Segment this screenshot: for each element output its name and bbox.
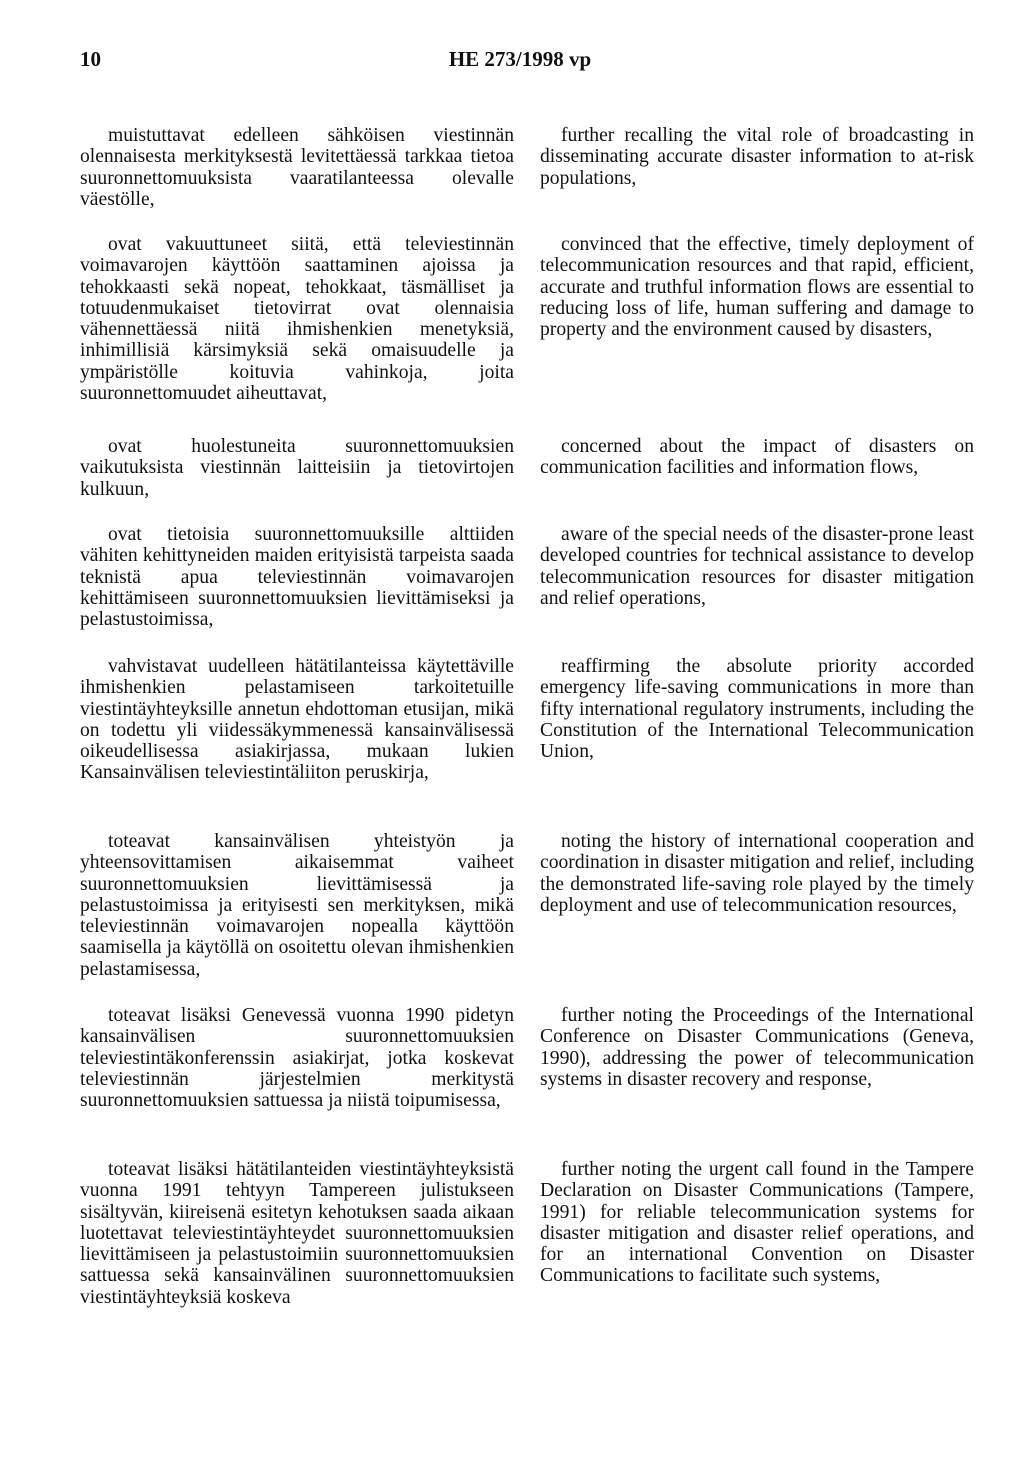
english-column — [540, 656, 974, 762]
english-paragraph: further noting the Proceedings of the International Conference on Disaster Communications (Geneva, 1990), addressing the power of telecommunication systems in disaster recovery and response, — [540, 1005, 974, 1090]
page-number: 10 — [80, 47, 101, 71]
finnish-paragraph: toteavat lisäksi hätätilanteiden viestintäyhteyksistä vuonna 1991 tehtyyn Tampereen julistukseen sisältyvän, kiireisenä esitetyn kehotuksen saada aikaan luotettavat televiestintäyhteydet suuronnettomuuksien lievittämiseen ja pelastustoimiin suuronnettomuuksien sattuessa sekä kansainvälinen suuronnettomuuksien viestintäyhteyksiä koskeva — [80, 1159, 514, 1308]
page-header — [80, 47, 960, 77]
english-column — [540, 831, 974, 916]
english-paragraph: further recalling the vital role of broadcasting in disseminating accurate disaster information to at-risk populations, — [540, 125, 974, 189]
english-column — [540, 125, 974, 189]
english-paragraph: aware of the special needs of the disaster-prone least developed countries for technical assistance to develop telecommunication resources for disaster mitigation and relief operations, — [540, 524, 974, 609]
english-column — [540, 234, 974, 340]
finnish-paragraph: toteavat kansainvälisen yhteistyön ja yhteensovittamisen aikaisemmat vaiheet suuronnettomuuksien lievittämisessä ja pelastustoimissa ja erityisesti sen merkityksen, mikä televiestinnän voimavarojen nopealla käyttöön saamisella ja käytöllä on osoitettu olevan ihmishenkien pelastamisessa, — [80, 831, 514, 980]
english-paragraph: reaffirming the absolute priority accorded emergency life-saving communications in more than fifty international regulatory instruments, including the Constitution of the International Telecommunication Union, — [540, 656, 974, 763]
finnish-paragraph: toteavat lisäksi Genevessä vuonna 1990 pidetyn kansainvälisen suuronnettomuuksien televiestintäkonferenssin asiakirjat, jotka koskevat televiestinnän järjestelmien merkitystä suuronnettomuuksien sattuessa ja niistä toipumisessa, — [80, 1005, 514, 1112]
english-paragraph: further noting the urgent call found in the Tampere Declaration on Disaster Communications (Tampere, 1991) for reliable telecommunication systems for disaster mitigation and disaster relief operations, and for an international Convention on Disaster Communications to facilitate such systems, — [540, 1159, 974, 1287]
finnish-column — [80, 436, 514, 500]
english-paragraph: noting the history of international cooperation and coordination in disaster mitigation and relief, including the demonstrated life-saving role played by the timely deployment and use of telecommunication resources, — [540, 831, 974, 916]
document-reference: HE 273/1998 vp — [448, 47, 592, 71]
finnish-paragraph: vahvistavat uudelleen hätätilanteissa käytettäville ihmishenkien pelastamiseen tarkoitetuille viestintäyhteyksille annetun ehdottoman etusijan, mikä on todettu yli viidessäkymmenessä kansainvälisessä oikeudellisessa asiakirjassa, mukaan lukien Kansainvälisen televiestintäliiton peruskirja, — [80, 656, 514, 784]
finnish-column — [80, 1005, 514, 1111]
finnish-column — [80, 524, 514, 630]
english-column — [540, 1159, 974, 1287]
finnish-column — [80, 656, 514, 784]
finnish-paragraph: ovat vakuuttuneet siitä, että televiestinnän voimavarojen käyttöön saattaminen ajoissa ja tehokkaasti sekä nopeat, tehokkaat, täsmälliset ja totuudenmukaiset tietovirrat ovat olennaisia vähennettäessä niitä ihmishenkien menetyksiä, inhimillisiä kärsimyksiä sekä omaisuudelle ja ympäristölle koituvia vahinkoja, joita suuronnettomuudet aiheuttavat, — [80, 234, 514, 405]
english-column — [540, 524, 974, 609]
finnish-paragraph: ovat tietoisia suuronnettomuuksille alttiiden vähiten kehittyneiden maiden erityisistä tarpeista saada teknistä apua televiestinnän voimavarojen kehittämiseen suuronnettomuuksien lievittämiseksi ja pelastustoimissa, — [80, 524, 514, 631]
english-paragraph: concerned about the impact of disasters on communication facilities and information flows, — [540, 436, 974, 479]
finnish-column — [80, 234, 514, 404]
finnish-paragraph: ovat huolestuneita suuronnettomuuksien vaikutuksista viestinnän laitteisiin ja tietovirtojen kulkuun, — [80, 436, 514, 500]
english-paragraph: convinced that the effective, timely deployment of telecommunication resources and that rapid, efficient, accurate and truthful information flows are essential to reducing loss of life, human suffering and damage to property and the environment caused by disasters, — [540, 234, 974, 341]
finnish-column — [80, 1159, 514, 1308]
finnish-column — [80, 831, 514, 980]
english-column — [540, 1005, 974, 1090]
english-column — [540, 436, 974, 479]
finnish-column — [80, 125, 514, 210]
finnish-paragraph: muistuttavat edelleen sähköisen viestinnän olennaisesta merkityksestä levitettäessä tarkkaa tietoa suuronnettomuuksista vaaratilanteessa olevalle väestölle, — [80, 125, 514, 210]
